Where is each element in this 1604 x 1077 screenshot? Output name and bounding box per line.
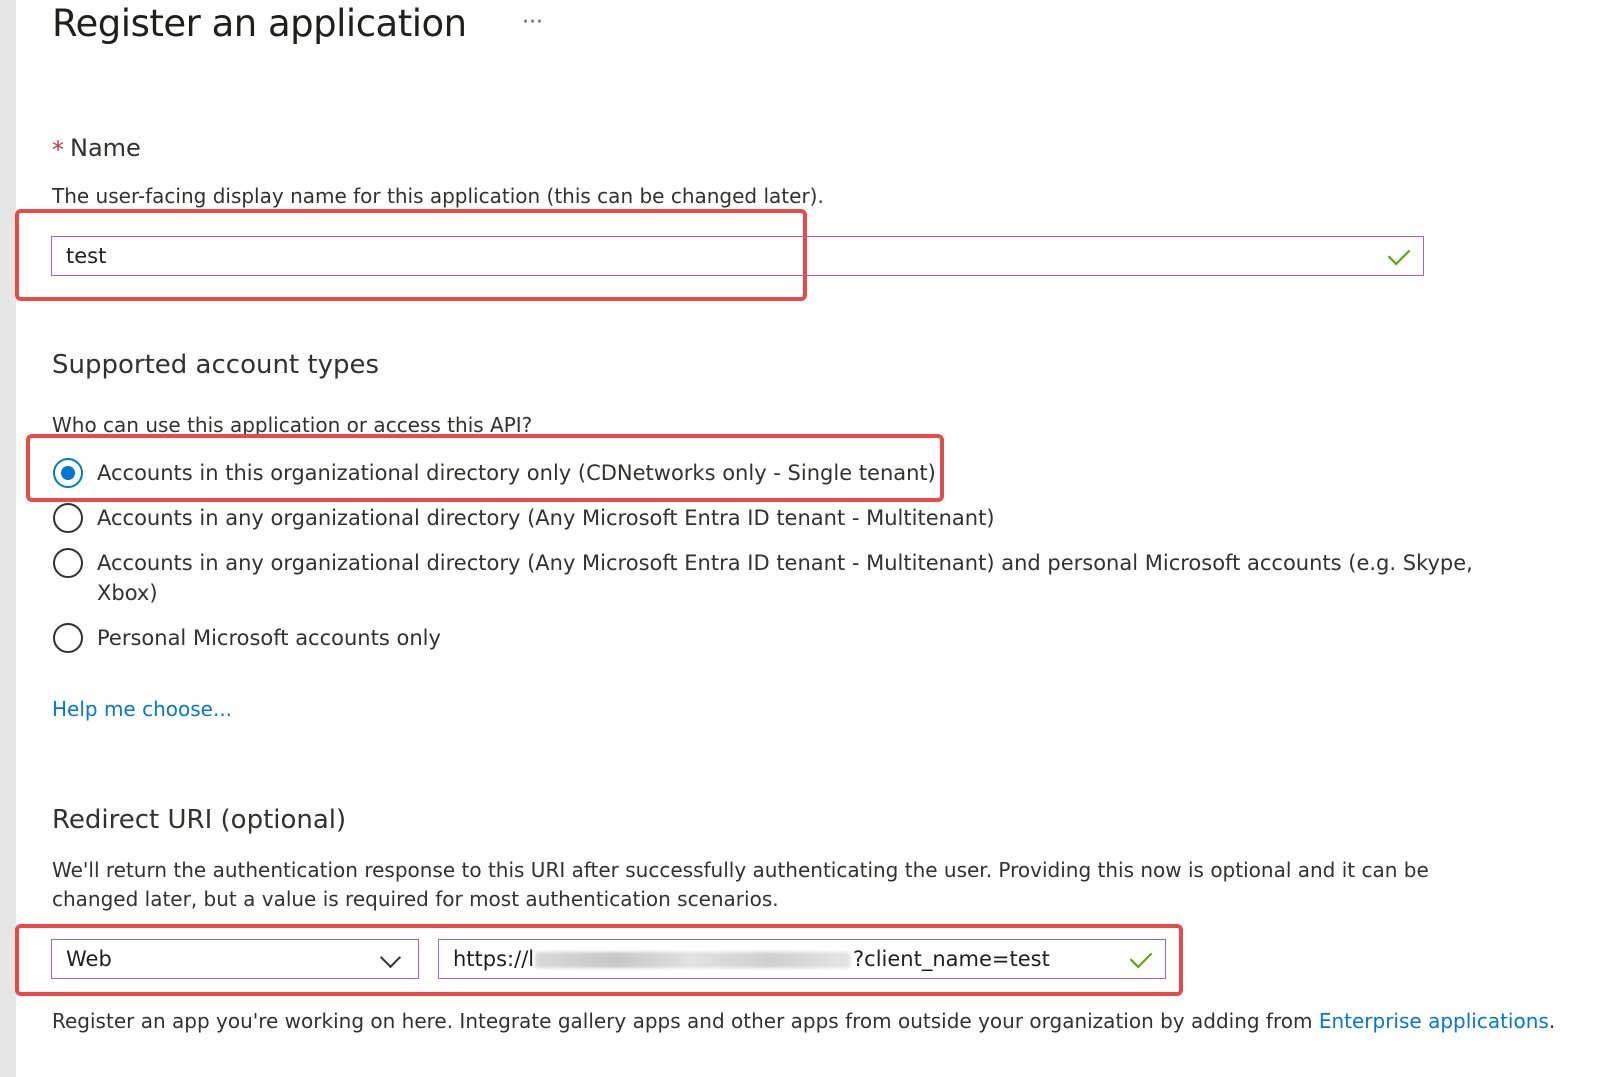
highlight-redirect-row <box>15 924 1183 996</box>
account-option-label-line2: Xbox) <box>97 581 158 605</box>
redirect-uri-heading: Redirect URI (optional) <box>52 805 347 835</box>
account-option-label: Accounts in any organizational directory (Any Microsoft Entra ID tenant - Multitenant) and personal Microsoft accounts (e.g. Skype, <box>97 551 1473 575</box>
left-rail <box>0 0 16 1077</box>
footer-body: Register an app you're working on here. Integrate gallery apps and other apps from outside your organization by adding from <box>52 1009 1319 1033</box>
redirect-uri-description-line2: changed later, but a value is required for most authentication scenarios. <box>52 887 779 911</box>
valid-check-icon <box>1388 243 1411 266</box>
redirect-uri-description-line1: We'll return the authentication response to this URI after successfully authenticating the user. Providing this now is optional and it can be <box>52 858 1429 882</box>
required-marker: * <box>52 136 64 164</box>
radio-unselected-icon[interactable] <box>53 503 83 533</box>
highlight-name-box <box>15 209 807 301</box>
help-me-choose-link[interactable]: Help me choose... <box>52 697 233 721</box>
account-option-label: Personal Microsoft accounts only <box>97 626 441 650</box>
enterprise-applications-link[interactable]: Enterprise applications <box>1318 1009 1549 1033</box>
redirect-uri-prefix: https://l <box>453 947 535 971</box>
account-types-heading: Supported account types <box>52 350 380 380</box>
name-label: Name <box>70 134 141 162</box>
redirect-uri-suffix: ?client_name=test <box>853 947 1050 971</box>
more-options-button[interactable]: ··· <box>522 10 543 35</box>
platform-select-value: Web <box>66 947 112 971</box>
name-input-value: test <box>66 244 107 268</box>
account-option-label: Accounts in any organizational directory (Any Microsoft Entra ID tenant - Multitenant) <box>97 506 995 530</box>
name-description: The user-facing display name for this application (this can be changed later). <box>52 184 824 208</box>
footer-period: . <box>1548 1009 1556 1033</box>
account-types-question: Who can use this application or access this API? <box>52 413 533 437</box>
radio-unselected-icon[interactable] <box>53 548 83 578</box>
account-option-label: Accounts in this organizational directory only (CDNetworks only - Single tenant) <box>97 461 936 485</box>
page-title: Register an application <box>52 2 467 45</box>
footer-text <box>52 1009 1555 1033</box>
highlight-account-option <box>26 434 944 502</box>
radio-unselected-icon[interactable] <box>53 623 83 653</box>
